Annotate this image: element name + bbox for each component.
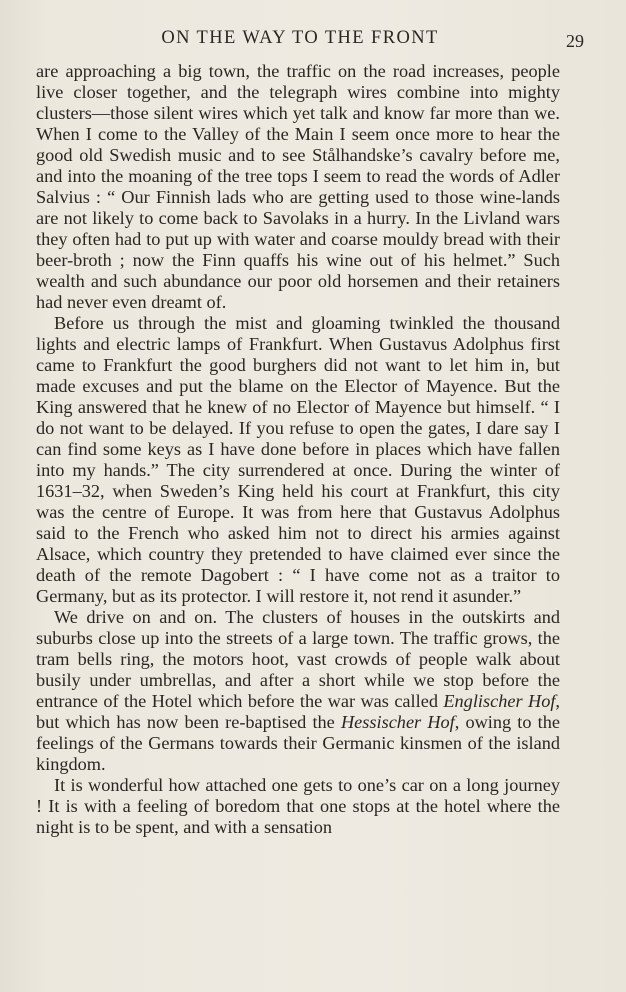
hotel-old-name: Englischer Hof (443, 691, 556, 711)
running-head: ON THE WAY TO THE FRONT (161, 28, 439, 48)
page-header (36, 24, 584, 52)
page-number: 29 (566, 31, 584, 51)
paragraph-3-text-c: , owing to the feelings of the Germans towards their Germanic kinsmen of the island kingdom. (36, 712, 561, 774)
paragraph-3 (36, 607, 560, 775)
paragraph-4: It is wonderful how attached one gets to one’s car on a long journey ! It is with a feeling of boredom that one stops at the hotel where the night is to be spent, and with a sensation (36, 775, 560, 837)
hotel-new-name: Hessischer Hof (340, 712, 455, 732)
paragraph-2: Before us through the mist and gloaming twinkled the thousand lights and electric lamps of Frankfurt. When Gustavus Adolphus first came to Frankfurt the good burghers did not want to let him in, but made excuses and put the blame on the Elector of Mayence. But the King answered that he knew of no Elector of Mayence but himself. “ I do not want to be delayed. If you refuse to open the gates, I dare say I can find some keys as I have done before in places which have fallen into my hands.” The city surrendered at once. During the winter of 1631–32, when Sweden’s King held his court at Frankfurt, this city was the centre of Europe. It was from here that Gustavus Adolphus said to the French who asked him not to direct his armies against Alsace, which country they pretended to have claimed ever since the death of the remote Dagobert : “ I have come not as a traitor to Germany, but as its protector. I will restore it, not rend it asunder.” (36, 313, 560, 606)
paragraph-3-text-b: , but which has now been re-baptised the (36, 691, 560, 732)
paragraph-3-text-a: We drive on and on. The clusters of houses in the outskirts and suburbs close up into the streets of a large town. The traffic grows, the tram bells ring, the motors hoot, vast crowds of people walk about busily under umbrellas, and after a short while we stop before the entrance of the Hotel which before the war was called (36, 607, 560, 711)
paragraph-1: are approaching a big town, the traffic on the road increases, people live closer together, and the telegraph wires combine into mighty clusters—those silent wires which yet talk and know far more than we. When I come to the Valley of the Main I seem once more to hear the good old Swedish music and to see Stålhandske’s cavalry before me, and into the moaning of the tree tops I seem to read the words of Adler Salvius : “ Our Finnish lads who are getting used to those wine-lands are not likely to come back to Savolaks in a hurry. In the Livland wars they often had to put up with water and coarse mouldy bread with their beer-broth ; now the Finn quaffs his wine out of his helmet.” Such wealth and such abundance our poor old horsemen and their retainers had never even dreamt of. (36, 61, 560, 312)
body-text (36, 61, 560, 838)
